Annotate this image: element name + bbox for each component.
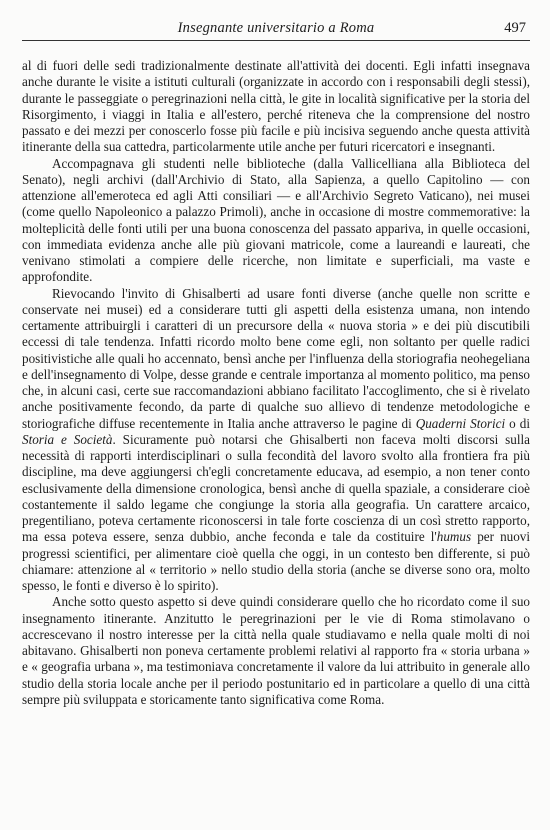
text-run: per nuovi progressi scientifici, per alimentare cioè quella che oggi, in un contesto ben differente, si può chiamare: attenzione al « territorio » nello studio della storia (anche se diverse sono ora, molto spesso, le fonti e diverso è lo spirito).: [22, 529, 531, 593]
text-run: Accompagnava gli studenti nelle biblioteche (dalla Vallicelliana alla Biblioteca del Senato), negli archivi (dall'Archivio di Stato, alla Sapienza, a quello Capitolino — con attenzione all'emeroteca ed agli Atti consiliari — e all'Archivio Segreto Vaticano), nei musei (come quello Napoleonico a palazzo Primoli), anche in occasione di mostre commemorative: la molteplicità delle fonti utili per una buona conoscenza del passato appariva, in quelle occasioni, con immediata evidenza anche alle più giovani matricole, come a laureandi e laureati, che venivano stimolati a compiere delle ricerche, non limitate e superficiali, ma vaste e approfondite.: [22, 155, 530, 285]
body-text: [22, 58, 530, 708]
text-run: al di fuori delle sedi tradizionalmente destinate all'attività dei docenti. Egli infatti insegnava anche durante le visite a istituti culturali (organizzate in accordo con i responsabili degli stessi), durante le passeggiate o peregrinazioni nella città, le gite in località significative per la storia del Risorgimento, i viaggi in Italia e all'estero, perché riteneva che la comprensione del nostro passato e dei mezzi per conoscerlo fosse più facile e più incisiva seguendo anche questa attività itinerante della sua cattedra, particolarmente utile anche per futuri ricercatori e insegnanti.: [22, 58, 530, 155]
paragraph: [22, 286, 530, 595]
text-run: Anche sotto questo aspetto si deve quindi considerare quello che ho ricordato come il suo insegnamento itinerante. Anzitutto le peregrinazioni per le vie di Roma stimolavano o accrescevano il nostro interesse per la città nella quale studiavamo e nella quale molti di noi abitavano. Ghisalberti non poneva certamente problemi relativi al rapporto fra « storia urbana » e « geografia urbana », ma testimoniava concretamente il valore da lui attribuito in generale allo studio della storia locale anche per il periodo postunitario ed in particolare a quello di una città sempre più sviluppata e storicamente tanto significativa come Roma.: [22, 594, 530, 707]
italic-title-run: Storia e Società: [22, 431, 113, 447]
paragraph: [22, 156, 530, 286]
running-title: Insegnante universitario a Roma: [177, 20, 375, 36]
page-number: 497: [504, 20, 526, 36]
text-run: . Sicuramente può notarsi che Ghisalberti non faceva molti discorsi sulla necessità di rapporti interdisciplinari o sulla fecondità del lavoro svolto alla frontiera fra più discipline, ma deve aggiungersi ch'egli concretamente educava, ad esempio, a non tener conto esclusivamente della dimensione cronologica, bensì anche di quella spaziale, a considerare cioè costantemente il saldo legame che congiunge la storia alla geografia. Un carattere arcaico, pregentiliano, poteva certamente riconoscersi in tale forte coscienza di un così stretto rapporto, ma essa poteva essere, senza dubbio, anche feconda e tale da costituire l': [22, 431, 530, 545]
paragraph: [22, 594, 530, 708]
paragraph: [22, 58, 530, 156]
page-header: [22, 18, 530, 41]
italic-title-run: humus: [436, 529, 472, 545]
text-run: o di: [505, 415, 530, 431]
text-run: Rievocando l'invito di Ghisalberti ad usare fonti diverse (anche quelle non scritte e conservate nei musei) ed a considerare tutti gli aspetti della esistenza umana, non intendo certamente attribuirgli i caratteri di un precursore della « nuova storia » e dei più discutibili eccessi di tale tendenza. Infatti ricordo molto bene come egli, non soltanto per quelle radici positivistiche alle quali ho accennato, bensì anche per l'influenza della storiografia neohegeliana e dell'insegnamento di Volpe, desse grande e centrale importanza al momento politico, ma penso che, in alcuni casi, certe sue raccomandazioni abbiano facilitato l'accoglimento, che si è rivelato anche positivamente fecondo, da parte di qualche suo allievo di tendenze metodologiche e storiografiche diffuse recentemente in Italia anche attraverso le pagine di: [22, 285, 530, 431]
italic-title-run: Quaderni Storici: [415, 415, 506, 431]
